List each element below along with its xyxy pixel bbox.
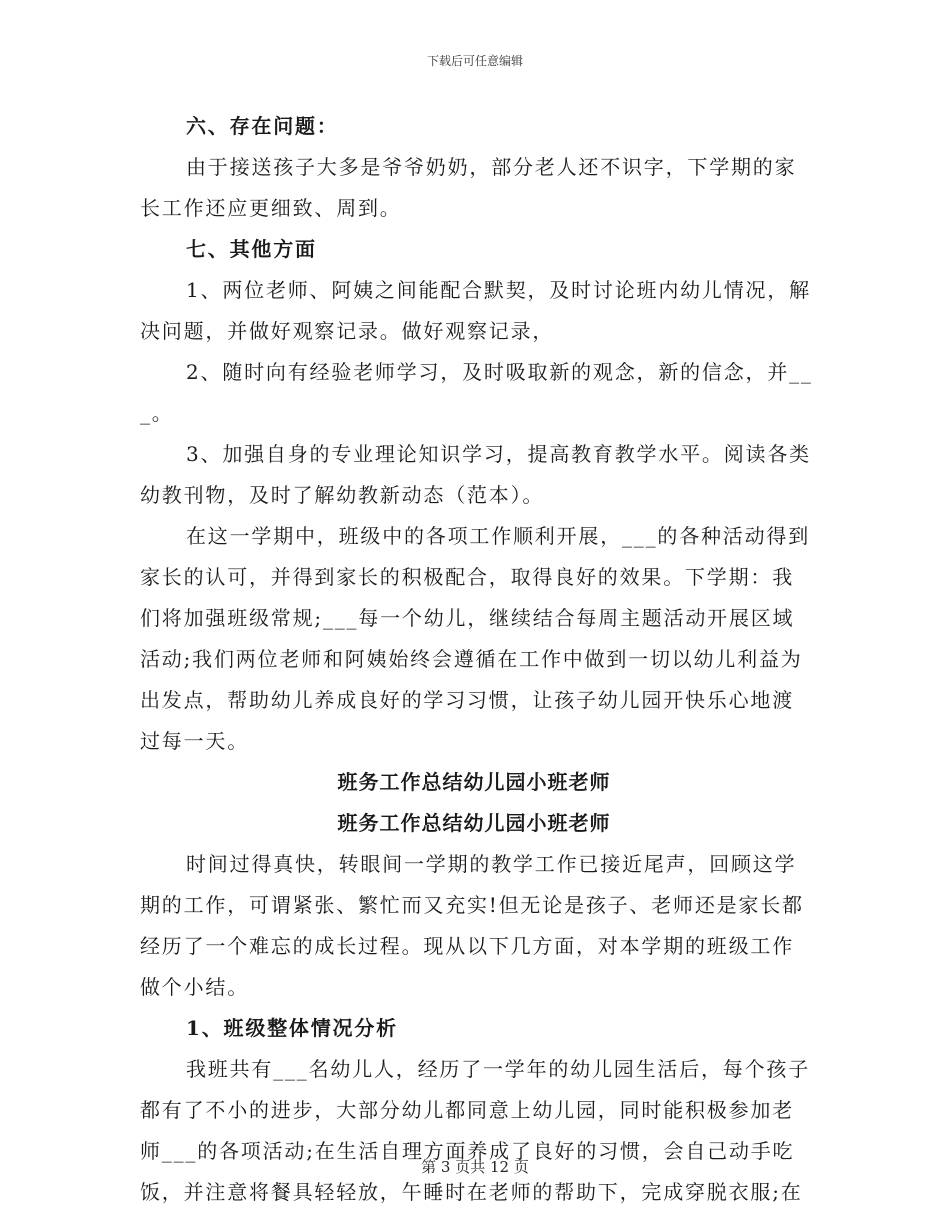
paragraph-line: 期的工作，可谓紧张、繁忙而又充实!但无论是孩子、老师还是家长都 [140,893,804,917]
paragraph-line: 长工作还应更细致、周到。 [140,196,402,220]
paragraph-line: 幼教刊物，及时了解幼教新动态（范本）。 [140,483,545,507]
paragraph-line: 由于接送孩子大多是爷爷奶奶，部分老人还不识字，下学期的家 [186,155,797,179]
paragraph-line: 决问题，并做好观察记录。做好观察记录， [140,319,555,343]
paragraph-line: 们将加强班级常规;___每一个幼儿，继续结合每周主题活动开展区域 [140,606,795,630]
paragraph-line: 活动;我们两位老师和阿姨始终会遵循在工作中做到一切以幼儿利益为 [140,647,803,671]
paragraph-line: 2、随时向有经验老师学习，及时吸取新的观念，新的信念，并__ [186,360,813,384]
paragraph-line: 做个小结。 [140,975,249,999]
paragraph-line: 过每一天。 [140,729,249,753]
paragraph-line: 我班共有___名幼儿人，经历了一学年的幼儿园生活后，每个孩子 [186,1057,810,1081]
document-title: 班务工作总结幼儿园小班老师 [337,770,611,794]
document-body [140,106,813,1213]
section-heading: 六、存在问题： [186,114,339,138]
header-note: 下载后可任意编辑 [426,54,523,68]
paragraph-line: 饭，并注意将餐具轻轻放，午睡时在老师的帮助下，完成穿脱衣服;在 [140,1180,803,1204]
paragraph-line: 3、加强自身的专业理论知识学习，提高教育教学水平。阅读各类 [186,442,811,466]
section-heading: 七、其他方面 [186,237,317,261]
paragraph-line: 出发点，帮助幼儿养成良好的学习习惯，让孩子幼儿园开快乐心地渡 [140,688,794,712]
paragraph-line: 1、两位老师、阿姨之间能配合默契，及时讨论班内幼儿情况，解 [186,278,811,302]
section-heading: 1、班级整体情况分析 [186,1016,398,1040]
paragraph-line: 时间过得真快，转眼间一学期的教学工作已接近尾声，回顾这学 [186,852,797,876]
paragraph-line: 都有了不小的进步，大部分幼儿都同意上幼儿园，同时能积极参加老 [140,1098,794,1122]
document-title: 班务工作总结幼儿园小班老师 [337,811,611,835]
page-number: 第 3 页共 12 页 [421,1158,529,1176]
paragraph-line: 在这一学期中，班级中的各项工作顺利开展，___的各种活动得到 [186,524,810,548]
paragraph-line: _。 [140,401,174,425]
paragraph-line: 家长的认可，并得到家长的积极配合，取得良好的效果。下学期：我 [140,565,794,589]
paragraph-line: 经历了一个难忘的成长过程。现从以下几方面，对本学期的班级工作 [140,934,794,958]
paragraph-line: 师___的各项活动;在生活自理方面养成了良好的习惯，会自己动手吃 [140,1139,795,1163]
